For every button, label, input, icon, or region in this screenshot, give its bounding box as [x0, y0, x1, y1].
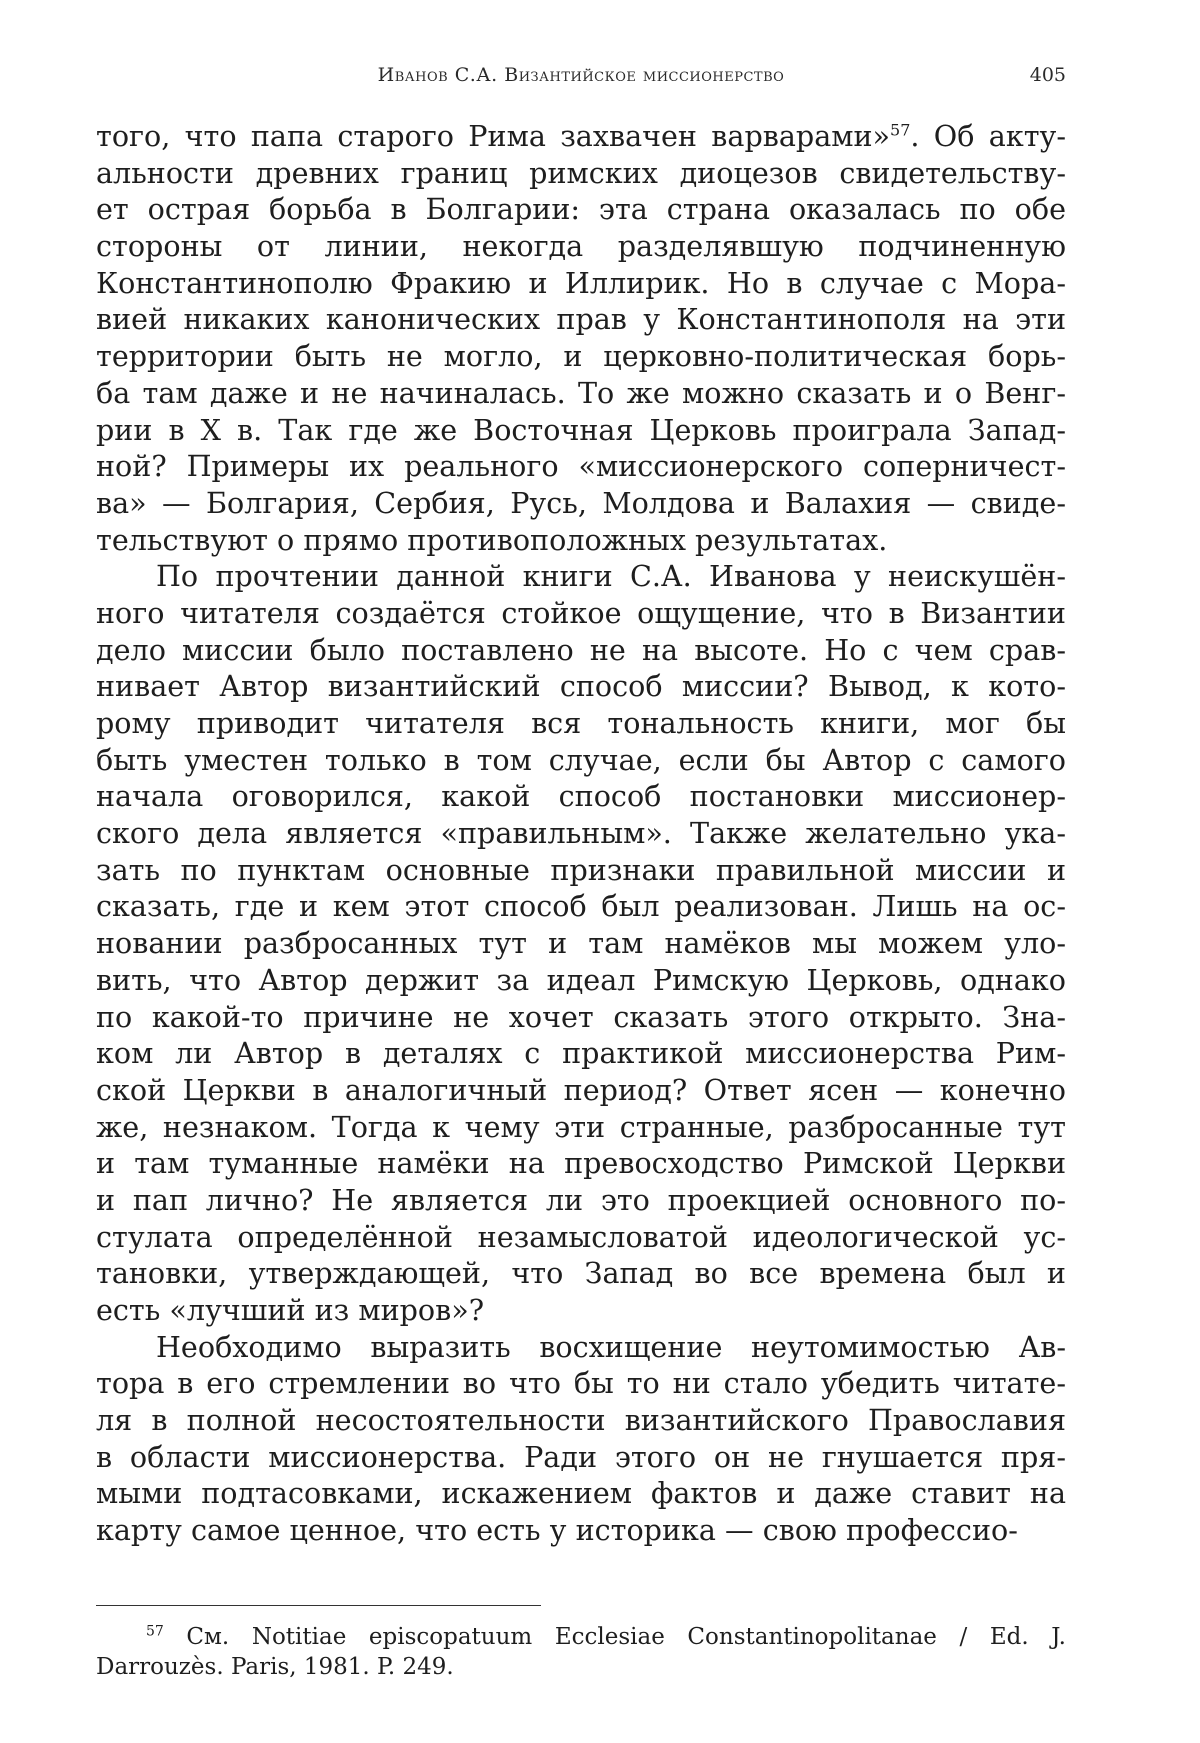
text-line: же, незнаком. Тогда к чему эти странные, разбросанные тут — [96, 1109, 1066, 1144]
text-line: стороны от линии, некогда разделявшую подчиненную — [96, 229, 1066, 264]
text-line: Необходимо выразить восхищение неутомимостью Ав- — [156, 1329, 1066, 1364]
text-line: зать по пунктам основные признаки правильной миссии и — [96, 852, 1066, 887]
footnote-reference: 57 — [890, 120, 911, 140]
text-line-head: того, что папа старого Рима захвачен варварами» — [96, 119, 891, 153]
text-line: ского дела является «правильным». Также желательно ука- — [96, 816, 1066, 851]
text-line: мыми подтасовками, искажением фактов и даже ставит на — [96, 1476, 1066, 1511]
main-text — [96, 118, 1066, 1549]
text-line: и пап лично? Не является ли это проекцией основного по- — [96, 1182, 1066, 1217]
text-line: сказать, где и кем этот способ был реализован. Лишь на ос- — [96, 889, 1066, 924]
text-line: территории быть не могло, и церковно-политическая борь- — [96, 339, 1066, 374]
text-line: ет острая борьба в Болгарии: эта страна оказалась по обе — [96, 192, 1066, 227]
text-line: быть уместен только в том случае, если бы Автор с самого — [96, 742, 1066, 777]
text-line: ской Церкви в аналогичный период? Ответ ясен — конечно — [96, 1072, 1066, 1107]
footnote-text-1: См. Notitiae episcopatuum Ecclesiae Constantinopolitanae / Ed. J. — [163, 1624, 1066, 1650]
footnote-line: Darrouzès. Paris, 1981. P. 249. — [96, 1654, 454, 1680]
text-line: новании разбросанных тут и там намёков мы можем уло- — [96, 926, 1066, 961]
page-header — [96, 64, 1066, 94]
text-line: ва» — Болгария, Сербия, Русь, Молдова и Валахия — свиде- — [96, 485, 1066, 520]
text-line: тельствуют о прямо противоположных результатах. — [96, 522, 888, 557]
text-line: карту самое ценное, что есть у историка — свою профессио- — [96, 1513, 1018, 1548]
text-line: По прочтении данной книги С.А. Иванова у неискушён- — [156, 559, 1066, 594]
text-line: тановки, утверждающей, что Запад во все времена был и — [96, 1256, 1066, 1291]
running-title: Иванов С.А. Византийское миссионерство — [377, 64, 785, 86]
text-line: Константинополю Фракию и Иллирик. Но в случае с Мора- — [96, 265, 1066, 300]
footnote-line — [96, 1622, 1066, 1652]
text-line: дело миссии было поставлено не на высоте. Но с чем срав- — [96, 632, 1066, 667]
text-line: нивает Автор византийский способ миссии? Вывод, к кото- — [96, 669, 1066, 704]
text-line: ком ли Автор в деталях с практикой миссионерства Рим- — [96, 1036, 1066, 1071]
footnote-mark: 57 — [146, 1623, 164, 1640]
footnote — [96, 1622, 1066, 1682]
text-line: ной? Примеры их реального «миссионерского соперничест- — [96, 449, 1066, 484]
text-line-tail: . Об акту- — [910, 119, 1066, 153]
text-line — [96, 118, 1066, 155]
text-line: ба там даже и не начиналась. То же можно сказать и о Венг- — [96, 375, 1066, 410]
text-line: начала оговорился, какой способ постановки миссионер- — [96, 779, 1066, 814]
text-line: по какой-то причине не хочет сказать этого открыто. Зна- — [96, 999, 1066, 1034]
text-line: вить, что Автор держит за идеал Римскую Церковь, однако — [96, 962, 1066, 997]
text-line: ля в полной несостоятельности византийского Православия — [96, 1403, 1066, 1438]
footnote-rule — [96, 1605, 541, 1606]
text-line: рому приводит читателя вся тональность книги, мог бы — [96, 706, 1066, 740]
text-line: альности древних границ римских диоцезов свидетельству- — [96, 155, 1066, 190]
text-line: ного читателя создаётся стойкое ощущение, что в Византии — [96, 595, 1066, 630]
text-line: тора в его стремлении во что бы то ни стало убедить читате- — [96, 1366, 1066, 1401]
text-line: стулата определённой незамысловатой идеологической ус- — [96, 1219, 1066, 1254]
text-line: есть «лучший из миров»? — [96, 1293, 485, 1327]
text-line: и там туманные намёки на превосходство Римской Церкви — [96, 1146, 1066, 1181]
text-line: в области миссионерства. Ради этого он не гнушается пря- — [96, 1439, 1066, 1474]
page-number: 405 — [1029, 64, 1066, 86]
text-line: вией никаких канонических прав у Константинополя на эти — [96, 302, 1066, 337]
text-line: рии в X в. Так где же Восточная Церковь проиграла Запад- — [96, 412, 1066, 447]
